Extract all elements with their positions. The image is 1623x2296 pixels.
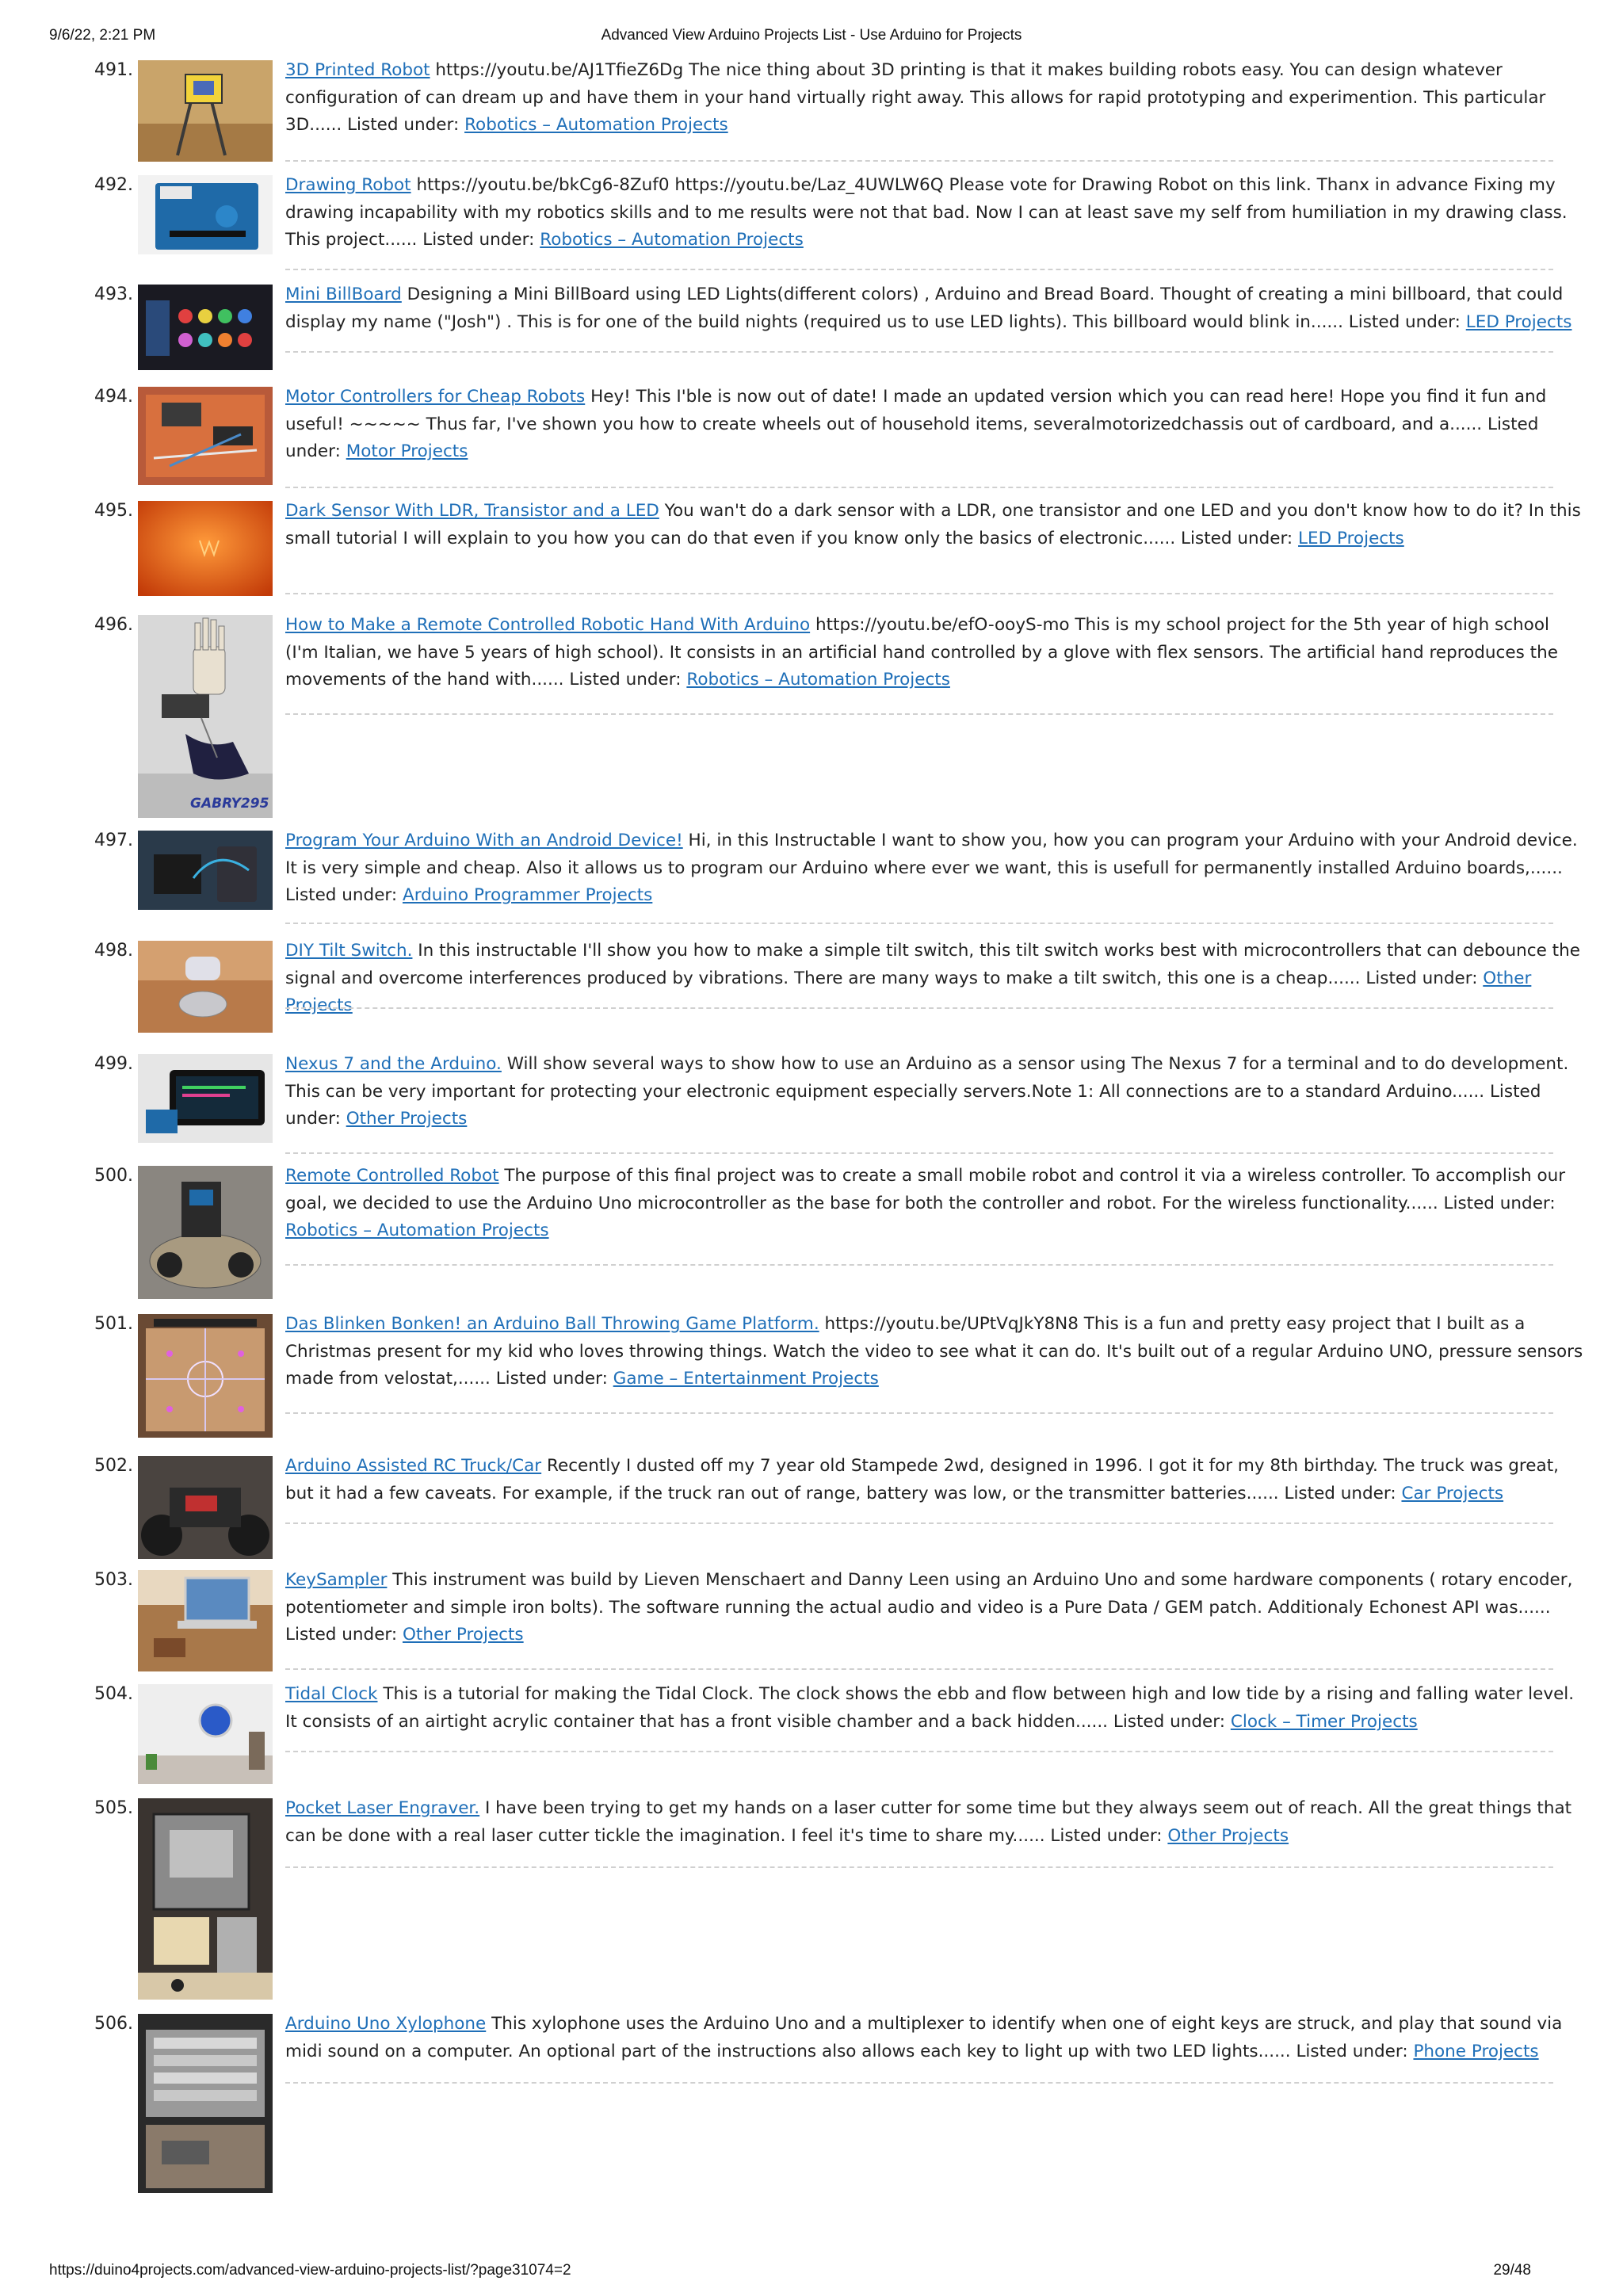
item-category-link[interactable]: Robotics – Automation Projects	[464, 115, 728, 135]
item-text: Program Your Arduino With an Android Device! Hi, in this Instructable I want to show you, how you can program your Arduino with your Android device. It is very simple and cheap. Also it allows us to program our Arduino where ever we want, this is usefull for permanently installed Arduino boards,...... Listed under: Arduino Programmer Projects	[285, 831, 1578, 905]
divider	[285, 1412, 1553, 1414]
item-text: 3D Printed Robot https://youtu.be/AJ1TfieZ6Dg The nice thing about 3D printing is that it makes building robots easy. You can design whatever configuration of can dream up and have them in your hand virtually right away. This allows for rapid prototyping and experimention. This particular 3D...... Listed under: Robotics – Automation Projects	[285, 60, 1546, 135]
item-number: 504.	[94, 1684, 133, 1704]
thumbnail-dark-sensor[interactable]	[138, 501, 273, 596]
divider	[285, 269, 1553, 270]
thumbnail-xylophone[interactable]	[138, 2014, 273, 2193]
item-text: Remote Controlled Robot The purpose of this final project was to create a small mobile robot and control it via a wireless controller. To accomplish our goal, we decided to use the Arduino Uno microcontroller as the base for both the controller and robot. For the wireless functionality...... Listed under: Robotics – Automation Projects	[285, 1166, 1566, 1240]
item-title-link[interactable]: Das Blinken Bonken! an Arduino Ball Throwing Game Platform.	[285, 1314, 819, 1334]
divider	[285, 487, 1553, 488]
print-datetime: 9/6/22, 2:21 PM	[49, 27, 156, 44]
item-number: 501.	[94, 1314, 133, 1334]
thumbnail-robotic-hand[interactable]	[138, 615, 273, 818]
item-number: 492.	[94, 175, 133, 195]
divider	[285, 593, 1553, 594]
item-number: 505.	[94, 1798, 133, 1818]
item-number: 497.	[94, 831, 133, 850]
item-category-link[interactable]: Car Projects	[1401, 1483, 1504, 1503]
item-text: Pocket Laser Engraver. I have been trying to get my hands on a laser cutter for some time but they always seem out of reach. All the great things that can be done with a real laser cutter tickle the imagination. I feel it's time to share my...... Listed under: Other Projects	[285, 1798, 1572, 1846]
item-number: 502.	[94, 1456, 133, 1476]
divider	[285, 160, 1553, 162]
page-number: 29/48	[1493, 2262, 1531, 2279]
thumbnail-nexus-arduino[interactable]	[138, 1054, 273, 1143]
item-title-link[interactable]: Nexus 7 and the Arduino.	[285, 1054, 502, 1074]
item-title-link[interactable]: Remote Controlled Robot	[285, 1166, 499, 1186]
item-number: 506.	[94, 2014, 133, 2034]
thumbnail-remote-controlled-robot[interactable]	[138, 1166, 273, 1299]
item-title-link[interactable]: Arduino Uno Xylophone	[285, 2014, 487, 2034]
item-category-link[interactable]: Robotics – Automation Projects	[540, 230, 804, 250]
item-text: Dark Sensor With LDR, Transistor and a LED You wan't do a dark sensor with a LDR, one transistor and one LED and you don't know how to do it? In this small tutorial I will explain to you how you can do that even if you know only the basics of electronic...... Listed under: LED Projects	[285, 501, 1581, 548]
item-title-link[interactable]: DIY Tilt Switch.	[285, 941, 413, 961]
item-text: Arduino Uno Xylophone This xylophone uses the Arduino Uno and a multiplexer to identify when one of eight keys are struck, and play that sound via midi sound on a computer. An optional part of the instructions also allows each key to light up with two LED lights...... Listed under: Phone Projects	[285, 2014, 1563, 2061]
item-text: KeySampler This instrument was build by Lieven Menschaert and Danny Leen using an Arduino Uno and some hardware components ( rotary encoder, potentiometer and simple iron bolts). The software running the actual audio and video is a Pure Data / GEM patch. Additionaly Echonest API was...... Listed under: Other Projects	[285, 1570, 1573, 1645]
item-number: 503.	[94, 1570, 133, 1590]
item-number: 499.	[94, 1054, 133, 1074]
thumbnail-watermark: GABRY295	[190, 796, 269, 812]
item-text: How to Make a Remote Controlled Robotic Hand With Arduino https://youtu.be/efO-ooyS-mo This is my school project for the 5th year of high school (I'm Italian, we have 5 years of high school). It consists in an artificial hand controlled by a glove with flex sensors. The artificial hand reproduces the movements of the hand with...... Listed under: Robotics – Automation Projects	[285, 615, 1558, 690]
divider	[285, 1152, 1553, 1154]
item-category-link[interactable]: Robotics – Automation Projects	[285, 1221, 549, 1240]
item-text: Tidal Clock This is a tutorial for making the Tidal Clock. The clock shows the ebb and flow between high and low tide by a rising and falling water level. It consists of an airtight acrylic container that has a front visible chamber and a back hidden...... Listed under: Clock – Timer Projects	[285, 1684, 1575, 1732]
divider	[285, 713, 1553, 715]
divider	[285, 1264, 1553, 1266]
item-title-link[interactable]: Motor Controllers for Cheap Robots	[285, 387, 586, 407]
divider	[285, 1522, 1553, 1524]
item-text: Motor Controllers for Cheap Robots Hey! This I'ble is now out of date! I made an updated version which you can read here! Hope you find it fun and useful! ~~~~~ Thus far, I've shown you how to create wheels out of household items, severalmotorizedchassis out of cardboard, and a...... Listed under: Motor Projects	[285, 387, 1547, 461]
thumbnail-android-programmer[interactable]	[138, 831, 273, 910]
item-number: 495.	[94, 501, 133, 521]
item-title-link[interactable]: How to Make a Remote Controlled Robotic Hand With Arduino	[285, 615, 811, 635]
item-number: 496.	[94, 615, 133, 635]
item-title-link[interactable]: Mini BillBoard	[285, 285, 402, 304]
item-text: Mini BillBoard Designing a Mini BillBoard using LED Lights(different colors) , Arduino and Bread Board. Thought of creating a mini billboard, that could display my name ("Josh") . This is for one of the build nights (required us to use LED lights). This billboard would blink in...... Listed under: LED Projects	[285, 285, 1572, 332]
item-text: Drawing Robot https://youtu.be/bkCg6-8Zuf0 https://youtu.be/Laz_4UWLW6Q Please vote for Drawing Robot on this link. Thanx in advance Fixing my drawing incapability with my robotics skills and to me results were not that bad. Now I can at least save my self from humiliation in my drawing class. This project...... Listed under: Robotics – Automation Projects	[285, 175, 1568, 250]
divider	[285, 1007, 1553, 1009]
thumbnail-tilt-switch[interactable]	[138, 941, 273, 1033]
item-title-link[interactable]: Drawing Robot	[285, 175, 411, 195]
item-title-link[interactable]: Pocket Laser Engraver.	[285, 1798, 480, 1818]
thumbnail-pocket-laser-engraver[interactable]	[138, 1798, 273, 2000]
divider	[285, 1668, 1553, 1670]
divider	[285, 2082, 1553, 2084]
item-number: 498.	[94, 941, 133, 961]
item-category-link[interactable]: LED Projects	[1298, 528, 1404, 548]
thumbnail-mini-billboard[interactable]	[138, 285, 273, 370]
print-url: https://duino4projects.com/advanced-view-arduino-projects-list/?page31074=2	[49, 2262, 571, 2279]
divider	[285, 923, 1553, 924]
item-category-link[interactable]: Other Projects	[1167, 1825, 1289, 1846]
divider	[285, 1751, 1553, 1752]
item-category-link[interactable]: Clock – Timer Projects	[1230, 1711, 1418, 1732]
divider	[285, 351, 1553, 353]
item-number: 491.	[94, 60, 133, 80]
print-page-title: Advanced View Arduino Projects List - Use Arduino for Projects	[601, 27, 1022, 44]
item-category-link[interactable]: Phone Projects	[1413, 2041, 1539, 2061]
thumbnail-rc-truck[interactable]	[138, 1456, 273, 1559]
item-category-link[interactable]: Other Projects	[346, 1109, 468, 1129]
item-text: Arduino Assisted RC Truck/Car Recently I dusted off my 7 year old Stampede 2wd, designed in 1996. I got it for my 8th birthday. The truck was great, but it had a few caveats. For example, if the truck ran out of range, battery was low, or the transmitter batteries...... Listed under: Car Projects	[285, 1456, 1559, 1503]
item-category-link[interactable]: Other Projects	[285, 968, 1532, 1015]
thumbnail-motor-controllers[interactable]	[138, 387, 273, 485]
item-text: DIY Tilt Switch. In this instructable I'll show you how to make a simple tilt switch, this tilt switch works best with microcontrollers that can debounce the signal and overcome interferences produced by vibrations. There are many ways to make a tilt switch, this one is a cheap...... Listed under: Other Projects	[285, 941, 1580, 1015]
item-number: 494.	[94, 387, 133, 407]
item-text: Das Blinken Bonken! an Arduino Ball Throwing Game Platform. https://youtu.be/UPtVqJkY8N8 This is a fun and pretty easy project that I built as a Christmas present for my kid who loves throwing things. Watch the video to see what it can do. It's built out of a regular Arduino UNO, pressure sensors made from velostat,...... Listed under: Game – Entertainment Projects	[285, 1314, 1583, 1389]
item-title-link[interactable]: KeySampler	[285, 1570, 388, 1590]
item-text: Nexus 7 and the Arduino. Will show several ways to show how to use an Arduino as a sensor using The Nexus 7 for a terminal and to do development. This can be very important for protecting your electronic equipment especially servers.Note 1: All connections are to a standard Arduino...... Listed under: Other Projects	[285, 1054, 1569, 1129]
item-category-link[interactable]: Motor Projects	[346, 441, 468, 461]
print-footer	[49, 2262, 1574, 2286]
item-category-link[interactable]: Robotics – Automation Projects	[686, 670, 950, 690]
thumbnail-drawing-robot[interactable]	[138, 175, 273, 254]
divider	[285, 1866, 1553, 1868]
item-category-link[interactable]: Arduino Programmer Projects	[402, 885, 653, 905]
print-header	[49, 27, 1574, 51]
item-number: 493.	[94, 285, 133, 304]
thumbnail-3d-printed-robot[interactable]	[138, 60, 273, 162]
item-title-link[interactable]: Dark Sensor With LDR, Transistor and a LED	[285, 501, 659, 521]
item-category-link[interactable]: Other Projects	[402, 1625, 524, 1645]
item-number: 500.	[94, 1166, 133, 1186]
thumbnail-keysampler[interactable]	[138, 1570, 273, 1671]
item-category-link[interactable]: LED Projects	[1465, 311, 1572, 332]
item-title-link[interactable]: 3D Printed Robot	[285, 60, 430, 80]
item-category-link[interactable]: Game – Entertainment Projects	[613, 1369, 879, 1389]
item-title-link[interactable]: Arduino Assisted RC Truck/Car	[285, 1456, 542, 1476]
item-title-link[interactable]: Program Your Arduino With an Android Device!	[285, 831, 683, 850]
thumbnail-tidal-clock[interactable]	[138, 1684, 273, 1784]
thumbnail-das-blinken-bonken[interactable]	[138, 1314, 273, 1438]
item-title-link[interactable]: Tidal Clock	[285, 1684, 378, 1704]
